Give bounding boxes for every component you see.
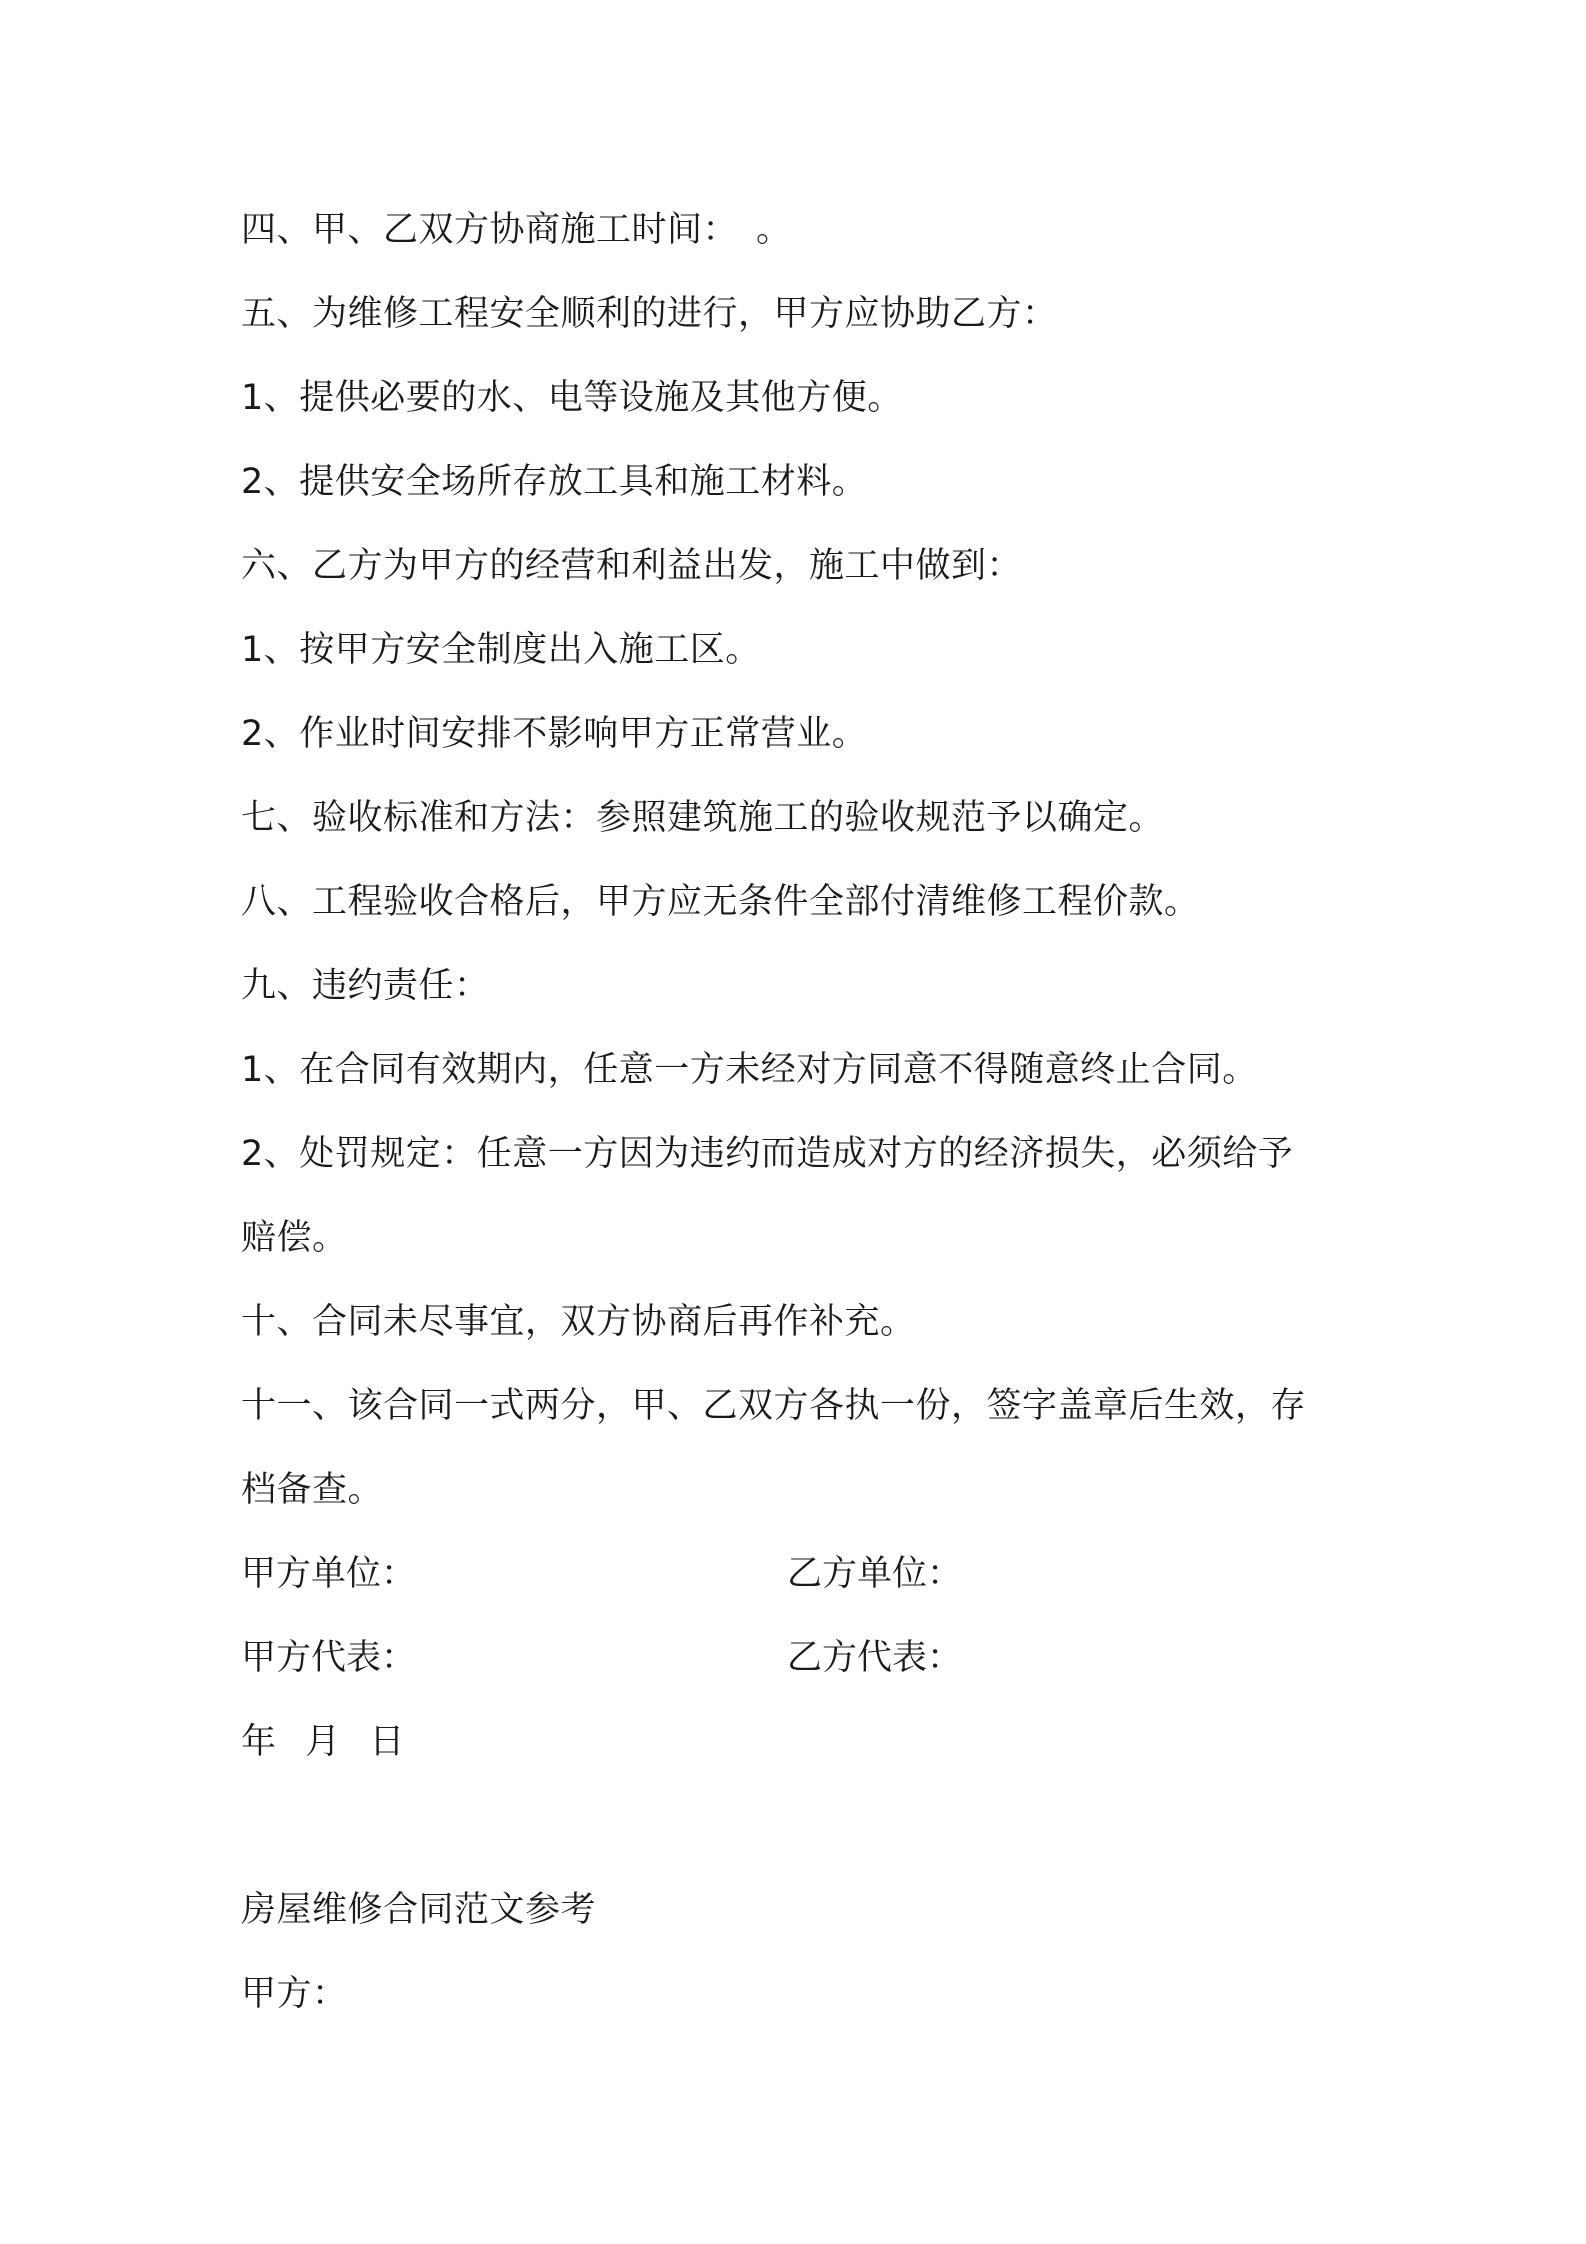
party-b-unit-label: 乙方单位：	[787, 1554, 963, 1594]
clause-5: 五、为维修工程安全顺利的进行，甲方应协助乙方：	[241, 294, 1058, 334]
clause-9-item-2: 2、处罚规定：任意一方因为违约而造成对方的经济损失，必须给予	[241, 1134, 1294, 1174]
clause-6-item-1: 1、按甲方安全制度出入施工区。	[241, 630, 761, 670]
party-b-rep-label: 乙方代表：	[787, 1638, 963, 1678]
signature-unit-row	[241, 1550, 1341, 1598]
date-day: 日	[369, 1722, 405, 1762]
clause-11: 十一、该合同一式两分，甲、乙双方各执一份，签字盖章后生效，存	[241, 1386, 1307, 1426]
clause-4: 四、甲、乙双方协商施工时间： 。	[241, 210, 792, 250]
clause-5-item-2: 2、提供安全场所存放工具和施工材料。	[241, 462, 868, 502]
signature-rep-row	[241, 1634, 1341, 1682]
clause-8: 八、工程验收合格后，甲方应无条件全部付清维修工程价款。	[241, 882, 1200, 922]
clause-9-item-2-cont: 赔偿。	[241, 1218, 348, 1258]
next-doc-party-a: 甲方：	[241, 1974, 348, 2014]
date-line	[241, 1718, 422, 1766]
clause-9: 九、违约责任：	[241, 966, 490, 1006]
clause-6: 六、乙方为甲方的经营和利益出发，施工中做到：	[241, 546, 1023, 586]
clause-9-item-1: 1、在合同有效期内，任意一方未经对方同意不得随意终止合同。	[241, 1050, 1258, 1090]
clause-5-item-1: 1、提供必要的水、电等设施及其他方便。	[241, 378, 903, 418]
clause-6-item-2: 2、作业时间安排不影响甲方正常营业。	[241, 714, 868, 754]
next-doc-title: 房屋维修合同范文参考	[241, 1890, 597, 1930]
clause-7: 七、验收标准和方法：参照建筑施工的验收规范予以确定。	[241, 798, 1165, 838]
clause-10: 十、合同未尽事宜，双方协商后再作补充。	[241, 1302, 916, 1342]
date-year: 年	[241, 1722, 277, 1762]
party-a-unit-label: 甲方单位：	[241, 1554, 417, 1594]
date-month: 月	[305, 1722, 341, 1762]
party-a-rep-label: 甲方代表：	[241, 1638, 417, 1678]
clause-11-cont: 档备查。	[241, 1470, 384, 1510]
